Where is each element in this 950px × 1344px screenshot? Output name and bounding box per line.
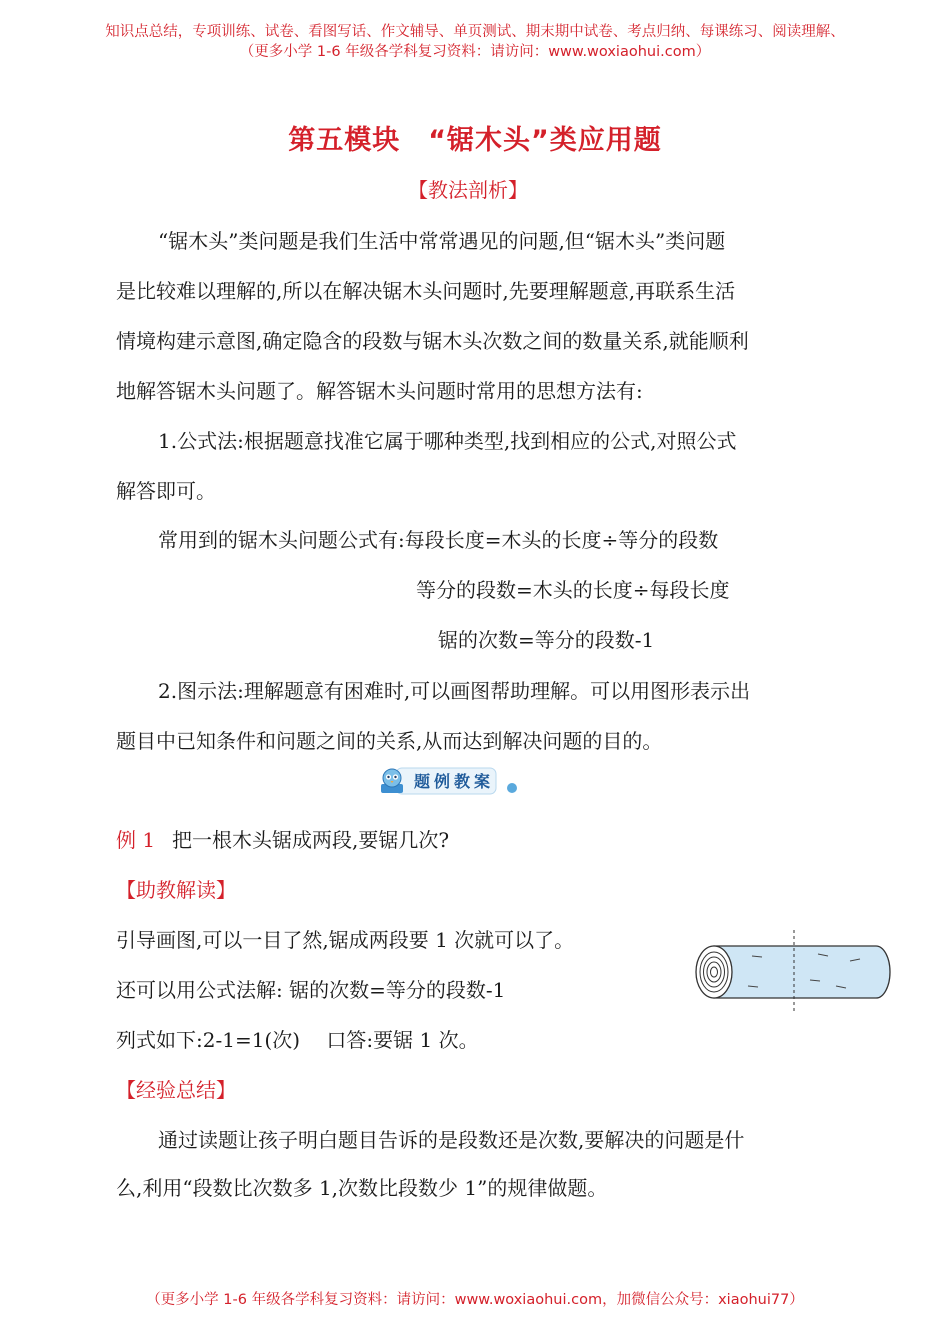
formula-line: 锯的次数=等分的段数-1 [438,628,655,652]
example-banner [200,764,700,804]
method-diagram-line: 2.图示法:理解题意有困难时,可以画图帮助理解。可以用图形表示出 [158,679,751,703]
formula-line: 等分的段数=木头的长度÷每段长度 [416,578,730,602]
guide-label: 【助教解读】 [116,878,236,902]
analysis-label: 【教法剖析】 [408,178,528,202]
owl-book-icon [378,766,406,796]
summary-label: 【经验总结】 [116,1078,236,1102]
analysis-paragraph-line: 是比较难以理解的,所以在解决锯木头问题时,先要理解题意,再联系生活 [116,279,736,303]
analysis-paragraph-line: 地解答锯木头问题了。解答锯木头问题时常用的思想方法有: [116,379,643,403]
guide-line: 还可以用公式法解: 锯的次数=等分的段数-1 [116,978,506,1002]
banner-title: 题例教案 [414,772,495,791]
guide-line: 列式如下:2-1=1(次) 口答:要锯 1 次。 [116,1028,479,1052]
analysis-paragraph-line: “锯木头”类问题是我们生活中常常遇见的问题,但“锯木头”类问题 [158,229,726,253]
method-formula-line: 1.公式法:根据题意找准它属于哪种类型,找到相应的公式,对照公式 [158,429,737,453]
analysis-paragraph-line: 情境构建示意图,确定隐含的段数与锯木头次数之间的数量关系,就能顺利 [116,329,749,353]
header-website-line: （更多小学 1-6 年级各学科复习资料：请访问：www.woxiaohui.com） [239,44,711,60]
summary-line: 么,利用“段数比次数多 1,次数比段数少 1”的规律做题。 [116,1176,608,1200]
example-question: 把一根木头锯成两段,要锯几次? [172,828,450,852]
method-formula-line: 解答即可。 [116,479,216,503]
page-title: 第五模块 “锯木头”类应用题 [288,125,662,156]
example-label: 例 1 [116,828,156,852]
method-diagram-line: 题目中已知条件和问题之间的关系,从而达到解决问题的目的。 [116,729,663,753]
log-illustration [690,930,895,1014]
footer-promo: （更多小学 1-6 年级各学科复习资料：请访问：www.woxiaohui.com，加微信公众号：xiaohui77） [146,1292,804,1308]
summary-line: 通过读题让孩子明白题目告诉的是段数还是次数,要解决的问题是什 [158,1128,745,1152]
header-promo-line: 知识点总结，专项训练、试卷、看图写话、作文辅导、单页测试、期末期中试卷、考点归纳、每课练习、阅读理解、 [105,24,845,40]
guide-line: 引导画图,可以一目了然,锯成两段要 1 次就可以了。 [116,928,575,952]
formula-line: 常用到的锯木头问题公式有:每段长度=木头的长度÷等分的段数 [158,528,719,552]
